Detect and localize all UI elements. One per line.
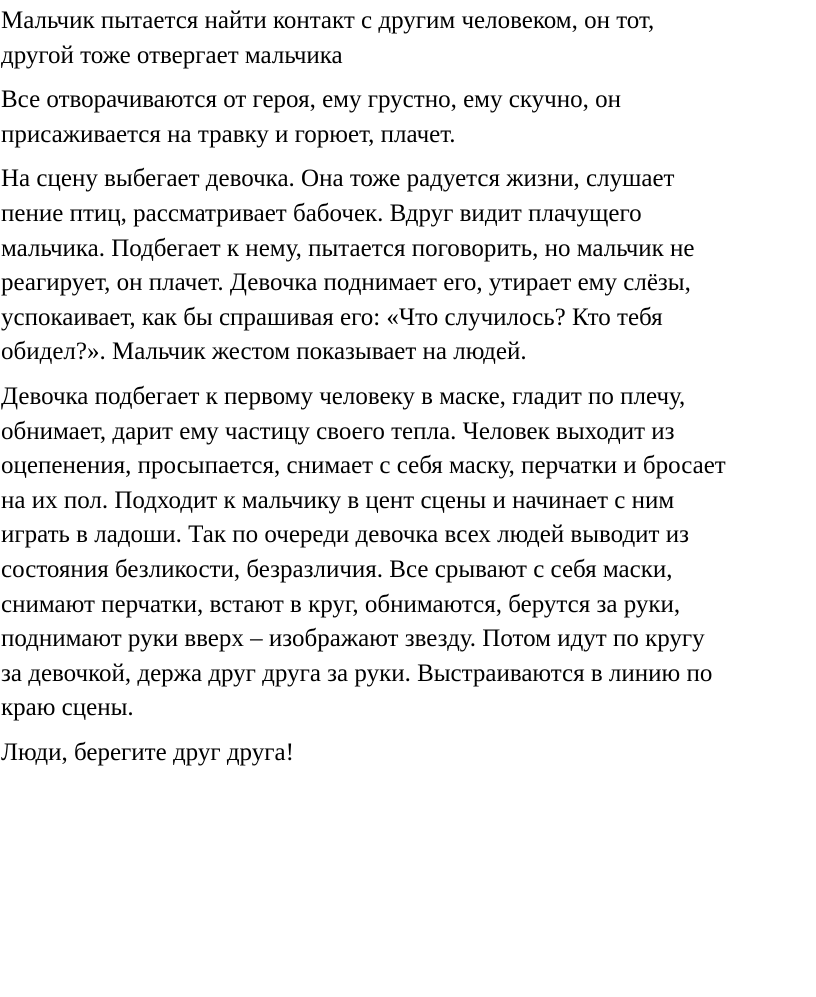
paragraph-closing-line: Люди, берегите друг друга! xyxy=(1,738,294,766)
paragraph-girl-frees-people: Девочка подбегает к первому человеку в маске, гладит по плечу, обнимает, дарит ему частицу своего тепла. Человек выходит из оцепенения, просыпается, снимает с себя маску, перчатки и бросает на их пол. Подходит к мальчику в цент сцены и начинает с ним играть в ладоши. Так по очереди девочка всех людей выводит из состояния безликости, безразличия. Все срывают с себя маски, снимают перчатки, встают в круг, обнимаются, берутся за руки, поднимают руки вверх – изображают звезду. Потом идут по кругу за девочкой, держа друг друга за руки. Выстраиваются в линию по краю сцены. xyxy=(1,382,726,722)
paragraph-boy-seeks-contact: Мальчик пытается найти контакт с другим человеком, он тот, другой тоже отвергает мальчика xyxy=(1,7,655,69)
paragraph-girl-enters: На сцену выбегает девочка. Она тоже радуется жизни, слушает пение птиц, рассматривает бабочек. Вдруг видит плачущего мальчика. Подбегает к нему, пытается поговорить, но мальчик не реагирует, он плачет. Девочка поднимает его, утирает ему слёзы, успокаивает, как бы спрашивая его: «Что случилось? Кто тебя обидел?». Мальчик жестом показывает на людей. xyxy=(1,165,695,366)
paragraph-everyone-turns-away: Все отворачиваются от героя, ему грустно, ему скучно, он присаживается на травку и горюет, плачет. xyxy=(1,86,621,148)
